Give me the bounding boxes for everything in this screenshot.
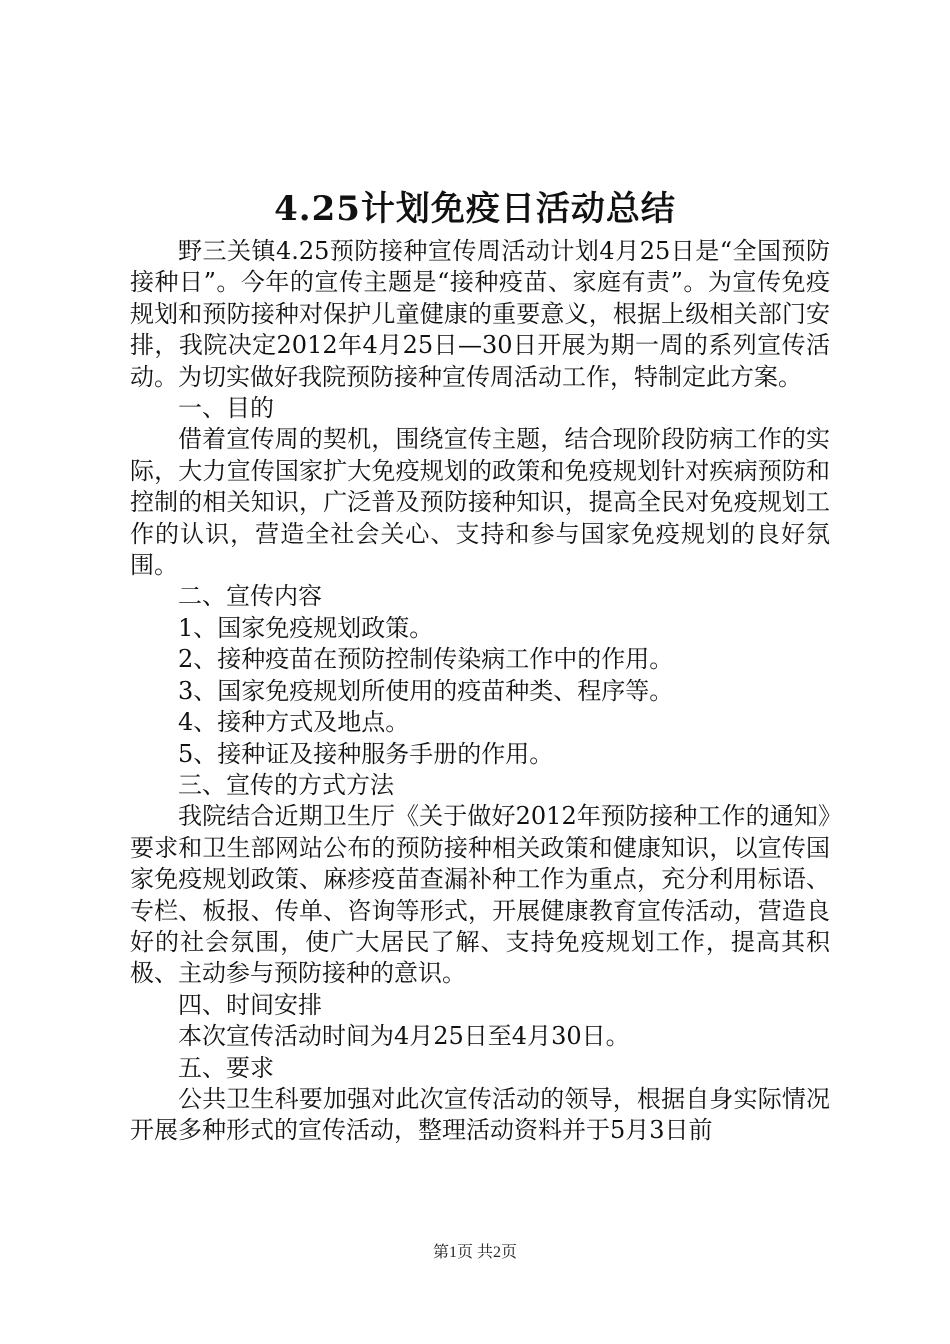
methods-paragraph: 我院结合近期卫生厅《关于做好2012年预防接种工作的通知》要求和卫生部网站公布的预防接种相关政策和健康知识，以宣传国家免疫规划政策、麻疹疫苗查漏补种工作为重点，充分利用标语、专栏、板报、传单、咨询等形式，开展健康教育宣传活动，营造良好的社会氛围，使广大居民了解、支持免疫规划工作，提高其积极、主动参与预防接种的意识。 (130, 802, 830, 988)
schedule-paragraph: 本次宣传活动时间为4月25日至4月30日。 (178, 1022, 630, 1051)
purpose-paragraph: 借着宣传周的契机，围绕宣传主题，结合现阶段防病工作的实际，大力宣传国家扩大免疫规划的政策和免疫规划针对疾病预防和控制的相关知识，广泛普及预防接种知识，提高全民对免疫规划工作的认识，营造全社会关心、支持和参与国家免疫规划的良好氛围。 (130, 425, 830, 580)
section-heading-requirements: 五、要求 (178, 1053, 274, 1082)
section-heading-methods: 三、宣传的方式方法 (178, 770, 394, 799)
document-body (130, 236, 830, 1147)
content-item: 3、国家免疫规划所使用的疫苗种类、程序等。 (178, 676, 674, 705)
section-heading-purpose: 一、目的 (178, 394, 274, 423)
content-item: 2、接种疫苗在预防控制传染病工作中的作用。 (178, 645, 674, 674)
intro-paragraph: 野三关镇4.25预防接种宣传周活动计划4月25日是“全国预防接种日”。今年的宣传主题是“接种疫苗、家庭有责”。为宣传免疫规划和预防接种对保护儿童健康的重要意义，根据上级相关部门安排，我院决定2012年4月25日—30日开展为期一周的系列宣传活动。为切实做好我院预防接种宣传周活动工作，特制定此方案。 (130, 237, 830, 391)
section-heading-schedule: 四、时间安排 (178, 990, 322, 1019)
content-item: 4、接种方式及地点。 (178, 708, 410, 737)
requirements-paragraph: 公共卫生科要加强对此次宣传活动的领导，根据自身实际情况开展多种形式的宣传活动，整理活动资料并于5月3日前 (130, 1084, 830, 1145)
section-heading-content: 二、宣传内容 (178, 582, 322, 611)
content-item: 1、国家免疫规划政策。 (178, 613, 434, 642)
page-footer: 第1页 共2页 (432, 1244, 517, 1261)
content-item: 5、接种证及接种服务手册的作用。 (178, 739, 554, 768)
document-title: 4.25计划免疫日活动总结 (274, 189, 676, 229)
